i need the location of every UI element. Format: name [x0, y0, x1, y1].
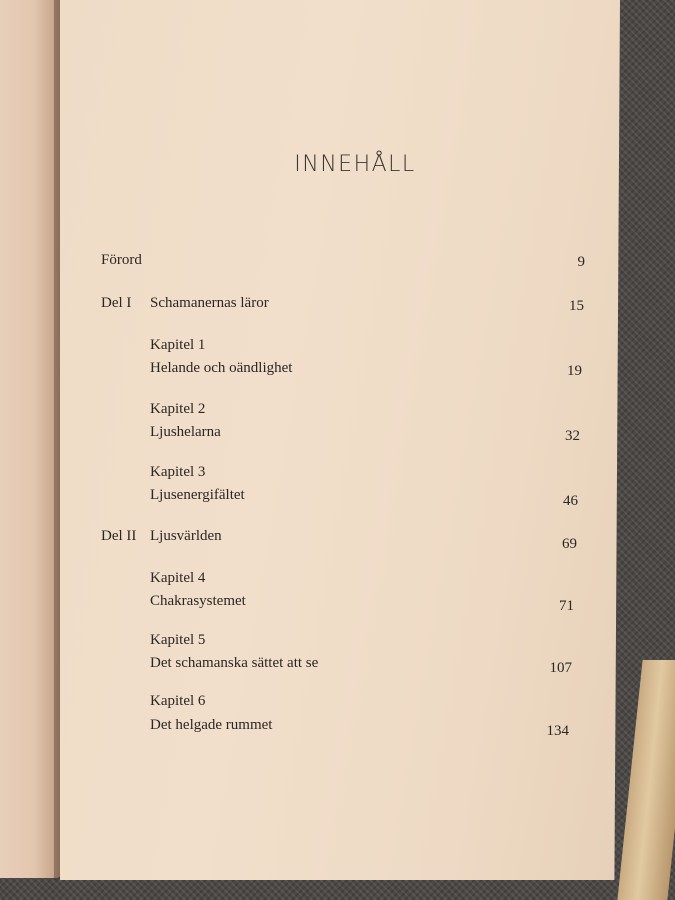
toc-chapter-6-label: Kapitel 6	[150, 693, 206, 709]
adjacent-book-edge	[617, 660, 675, 900]
toc-chapter-2-page: 32	[565, 428, 580, 444]
toc-chapter-3-page: 46	[563, 493, 578, 509]
toc-chapter-4-page: 71	[559, 598, 574, 614]
toc-chapter-6-title: Det helgade rummet	[150, 717, 273, 733]
toc-chapter-3-label: Kapitel 3	[150, 464, 206, 480]
toc-heading: INNEHÅLL	[294, 152, 416, 177]
toc-part-2-label: Del II	[101, 528, 137, 544]
toc-chapter-6-page: 134	[546, 723, 569, 739]
toc-chapter-5-page: 107	[549, 660, 572, 676]
toc-chapter-1-label: Kapitel 1	[150, 337, 206, 353]
toc-foreword-label: Förord	[101, 252, 142, 268]
toc-chapter-1-page: 19	[567, 363, 582, 379]
toc-part-2-title: Ljusvärlden	[150, 528, 222, 544]
toc-chapter-4-title: Chakrasystemet	[150, 593, 246, 609]
toc-part-1-page: 15	[569, 298, 584, 314]
toc-chapter-4-label: Kapitel 4	[150, 570, 206, 586]
toc-chapter-5-title: Det schamanska sättet att se	[150, 655, 319, 671]
toc-chapter-2-title: Ljushelarna	[150, 424, 221, 440]
toc-part-1-title: Schamanernas läror	[150, 295, 269, 311]
toc-chapter-1-title: Helande och oändlighet	[150, 360, 293, 376]
toc-foreword-page: 9	[577, 254, 585, 270]
toc-chapter-3-title: Ljusenergifältet	[150, 487, 245, 503]
left-page	[0, 0, 62, 878]
toc-part-2-page: 69	[562, 536, 577, 552]
toc-chapter-5-label: Kapitel 5	[150, 632, 206, 648]
toc-chapter-2-label: Kapitel 2	[150, 401, 206, 417]
toc-part-1-label: Del I	[101, 295, 132, 311]
